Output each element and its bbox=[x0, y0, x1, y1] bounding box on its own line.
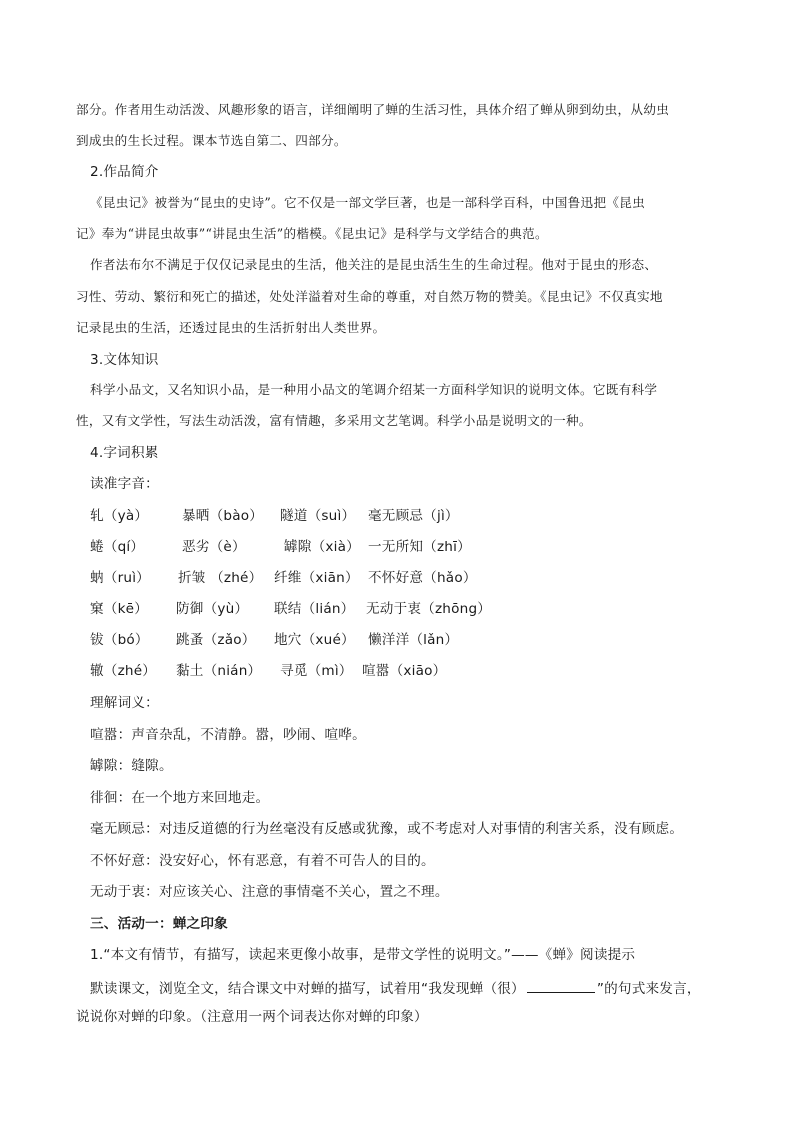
meaning-item: 徘徊：在一个地方来回地走。 bbox=[90, 790, 270, 806]
work-intro-p1-line-2: 记》奉为“讲昆虫故事”“讲昆虫生活”的楷模。《昆虫记》是科学与文学结合的典范。 bbox=[76, 226, 548, 241]
pronunciation-item: 跳蚤（zǎo） bbox=[176, 632, 256, 648]
pronunciation-item: 窠（kē） bbox=[90, 601, 149, 617]
genre-line-2: 性，又有文学性，写法生动活泼，富有情趣，多采用文艺笔调。科学小品是说明文的一种。 bbox=[76, 413, 592, 428]
pronunciation-item: 折皱 （zhé） bbox=[178, 570, 263, 586]
work-intro-p2-line-1: 作者法布尔不满足于仅仅记录昆虫的生活，他关注的是昆虫活生生的生命过程。他对于昆虫的形态、 bbox=[90, 257, 658, 272]
section-heading-vocab: 4.字词积累 bbox=[90, 445, 159, 461]
pronunciation-item: 黏土（nián） bbox=[176, 663, 262, 679]
intro-line-2: 到成虫的生长过程。课本节选自第二、四部分。 bbox=[76, 133, 347, 148]
pronunciation-item: 辙（zhé） bbox=[90, 663, 157, 679]
pronunciation-item: 寻觅（mì） bbox=[280, 663, 353, 679]
pronunciation-row bbox=[90, 541, 471, 555]
pronunciation-item: 罅隙（xià） bbox=[284, 539, 360, 555]
pronunciation-item: 暴晒（bào） bbox=[182, 508, 264, 524]
genre-line-1: 科学小品文，又名知识小品，是一种用小品文的笔调介绍某一方面科学知识的说明文体。它既有科学 bbox=[90, 382, 658, 397]
work-intro-p1-line-1: 《昆虫记》被誉为“昆虫的史诗”。它不仅是一部文学巨著，也是一部科学百科，中国鲁迅把《昆虫 bbox=[90, 195, 646, 210]
pronunciation-item: 喧嚣（xiāo） bbox=[362, 663, 447, 679]
meaning-item: 不怀好意：没安好心，怀有恶意，有着不可告人的目的。 bbox=[90, 853, 435, 869]
pronunciation-item: 纤维（xiān） bbox=[274, 570, 359, 586]
pronunciation-item: 隧道（suì） bbox=[280, 508, 356, 524]
answer-blank[interactable] bbox=[527, 980, 595, 993]
pronunciation-item: 不怀好意（hǎo） bbox=[368, 570, 477, 586]
pronunciation-row bbox=[90, 634, 458, 648]
pronunciation-item: 蜷（qí） bbox=[90, 539, 145, 555]
pronunciation-row bbox=[90, 572, 477, 586]
pronunciation-item: 恶劣（è） bbox=[182, 539, 246, 555]
section-heading-genre: 3.文体知识 bbox=[90, 352, 159, 368]
meaning-item: 喧嚣：声音杂乱，不清静。嚣，吵闹、喧哗。 bbox=[90, 727, 366, 743]
work-intro-p2-line-3: 记录昆虫的生活，还透过昆虫的生活折射出人类世界。 bbox=[76, 320, 386, 335]
pronunciation-item: 懒洋洋（lǎn） bbox=[368, 632, 459, 648]
meaning-label: 理解词义： bbox=[90, 695, 159, 711]
pronunciation-row bbox=[90, 603, 491, 617]
pronunciation-item: 联结（lián） bbox=[274, 601, 355, 617]
pronunciation-item: 钹（bó） bbox=[90, 632, 149, 648]
pronunciation-item: 轧（yà） bbox=[90, 508, 149, 524]
meaning-item: 毫无顾忌：对违反道德的行为丝毫没有反感或犹豫，或不考虑对人对事情的利害关系，没有顾虑。 bbox=[90, 821, 684, 837]
pronunciation-row bbox=[90, 510, 459, 524]
activity-task-line-2: 说说你对蝉的印象。（注意用一两个词表达你对蝉的印象） bbox=[76, 1009, 428, 1025]
section-heading-work-intro: 2.作品简介 bbox=[90, 164, 159, 180]
intro-line-1: 部分。作者用生动活泼、风趣形象的语言，详细阐明了蝉的生活习性，具体介绍了蝉从卵到幼虫，从幼虫 bbox=[76, 102, 670, 117]
pronunciation-item: 防御（yù） bbox=[176, 601, 249, 617]
pronunciation-item: 毫无顾忌（jì） bbox=[368, 508, 459, 524]
pronunciation-item: 无动于衷（zhōng） bbox=[366, 601, 492, 617]
meaning-item: 罅隙：缝隙。 bbox=[90, 758, 173, 774]
activity-question-1: 1.“本文有情节，有描写，读起来更像小故事，是带文学性的说明文。”——《蝉》阅读提示 bbox=[90, 947, 636, 963]
activity-heading: 三、活动一：蝉之印象 bbox=[90, 916, 228, 932]
work-intro-p2-line-2: 习性、劳动、繁衍和死亡的描述，处处洋溢着对生命的尊重，对自然万物的赞美。《昆虫记》不仅真实地 bbox=[76, 289, 663, 304]
activity-task-line-1 bbox=[90, 980, 701, 997]
pronunciation-item: 蚋（ruì） bbox=[90, 570, 150, 586]
activity-task-text-b: ”的句式来发言， bbox=[596, 981, 701, 997]
pronunciation-item: 地穴（xué） bbox=[274, 632, 355, 648]
pronunciation-item: 一无所知（zhī） bbox=[368, 539, 471, 555]
pronunciation-row bbox=[90, 665, 446, 679]
pronunciation-label: 读准字音： bbox=[90, 476, 159, 492]
activity-task-text-a: 默读课文，浏览全文，结合课文中对蝉的描写，试着用“我发现蝉（很） bbox=[90, 981, 525, 997]
meaning-item: 无动于衷：对应该关心、注意的事情毫不关心，置之不理。 bbox=[90, 884, 449, 900]
